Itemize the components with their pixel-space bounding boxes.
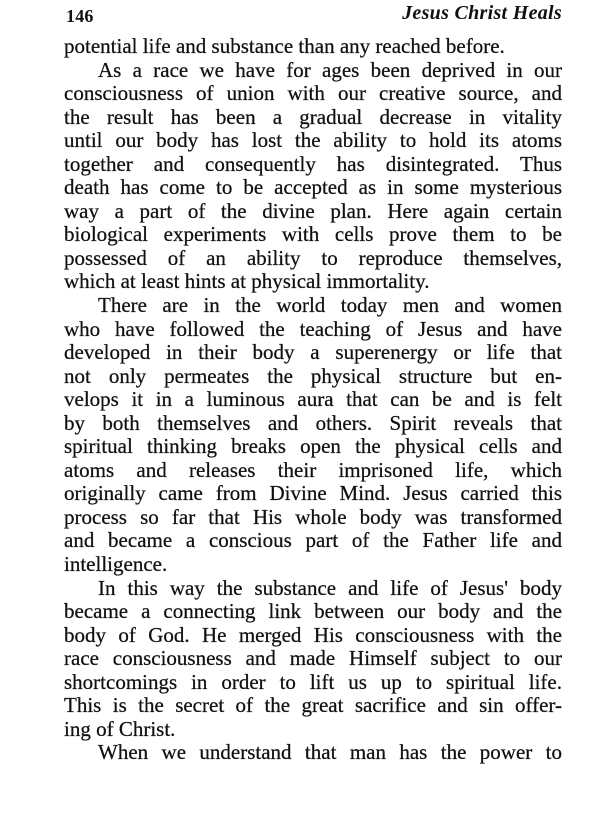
text-line: who have followed the teaching of Jesus and have <box>64 316 562 341</box>
text-line: originally came from Divine Mind. Jesus carried this <box>64 481 562 506</box>
text-line: shortcomings in order to lift us up to spiritual life. <box>64 669 562 694</box>
text-line: This is the secret of the great sacrifice and sin offer- <box>64 693 562 718</box>
text-line: As a race we have for ages been deprived in our <box>98 57 562 82</box>
text-line: which at least hints at physical immortality. <box>64 269 430 294</box>
text-line: race consciousness and made Himself subject to our <box>64 646 562 671</box>
text-line: ing of Christ. <box>64 716 176 741</box>
text-line: until our body has lost the ability to hold its atoms <box>64 128 562 153</box>
text-line: There are in the world today men and women <box>98 293 562 318</box>
text-line: intelligence. <box>64 552 168 577</box>
text-line: body of God. He merged His consciousness with the <box>64 622 562 647</box>
text-line: death has come to be accepted as in some mysterious <box>64 175 562 200</box>
text-line: developed in their body a superenergy or life that <box>64 340 562 365</box>
text-line: When we understand that man has the power to <box>98 740 562 765</box>
text-line: spiritual thinking breaks open the physical cells and <box>64 434 562 459</box>
text-line: process so far that His whole body was transformed <box>64 504 562 529</box>
page-number: 146 <box>66 6 94 26</box>
text-line: potential life and substance than any reached before. <box>64 34 505 58</box>
running-head <box>64 2 562 28</box>
text-line: biological experiments with cells prove them to be <box>64 222 562 247</box>
text-line: way a part of the divine plan. Here again certain <box>64 198 562 223</box>
text-line: possessed of an ability to reproduce themselves, <box>64 245 562 270</box>
text-line: together and consequently has disintegrated. Thus <box>64 151 562 176</box>
text-line: atoms and releases their imprisoned life, which <box>64 457 562 482</box>
text-line: In this way the substance and life of Jesus' body <box>98 575 562 600</box>
text-line: the result has been a gradual decrease in vitality <box>64 104 562 129</box>
text-line: by both themselves and others. Spirit reveals that <box>64 410 562 435</box>
text-line: and became a conscious part of the Father life and <box>64 528 562 553</box>
text-line: consciousness of union with our creative source, and <box>64 81 562 106</box>
body-text <box>64 35 562 765</box>
text-line: velops it in a luminous aura that can be and is felt <box>64 387 562 412</box>
text-line: became a connecting link between our body and the <box>64 599 562 624</box>
running-title: Jesus Christ Heals <box>402 2 562 24</box>
text-line: not only permeates the physical structure but en- <box>64 363 562 388</box>
